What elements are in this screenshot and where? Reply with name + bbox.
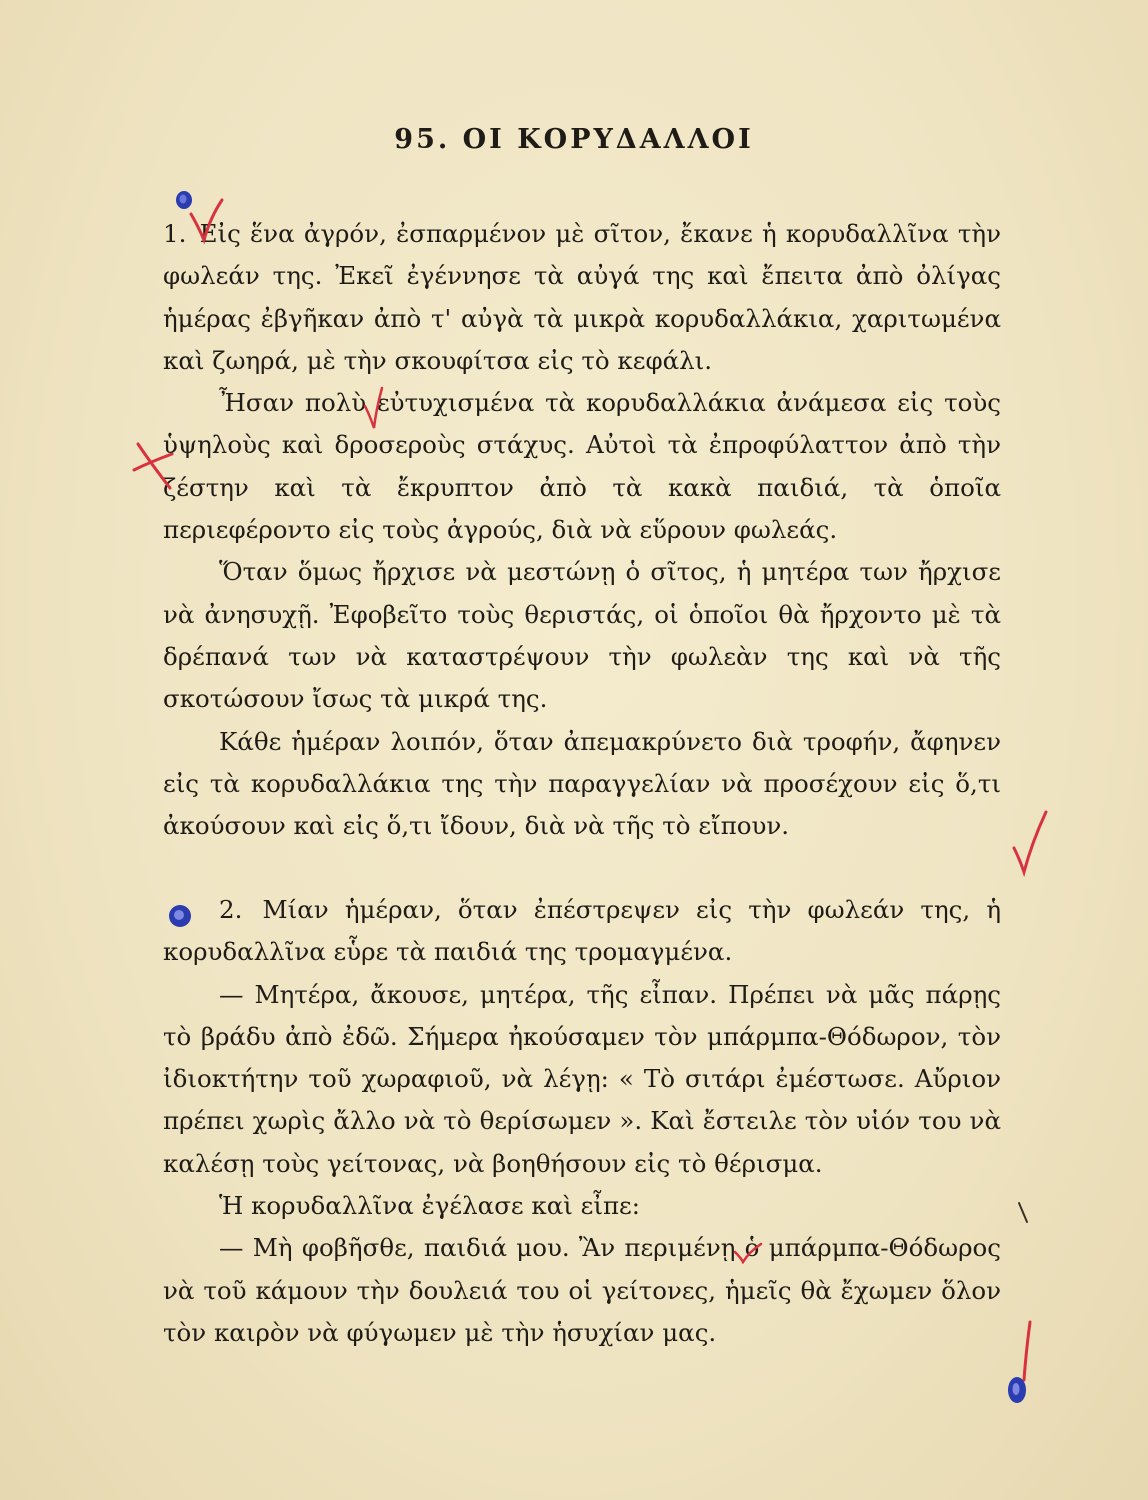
pencil-stray-mark-icon [1016,1200,1030,1226]
section-2-paragraph-4: — Μὴ φοβῆσθε, παιδιά μου. Ἂν περιμένῃ ὁ μπάρμπα-Θόδωρος νὰ τοῦ κάμουν τὴν δουλειά του οἱ γείτονες, ἡμεῖς θὰ ἔχωμεν ὅλον τὸν καιρὸν νὰ φύγωμεν μὲ τὴν ἡσυχίαν μας. [163,1233,1001,1347]
section-1-paragraph-4: Κάθε ἡμέραν λοιπόν, ὅταν ἀπεμακρύνετο διὰ τροφήν, ἄφηνεν εἰς τὰ κορυδαλλάκια της τὴν παραγγελίαν νὰ προσέχουν εἰς ὅ,τι ἀκούσουν καὶ εἰς ὅ,τι ἴδουν, διὰ νὰ τῆς τὸ εἴπουν. [163,726,1001,841]
blue-pencil-dot-icon [172,188,196,212]
blue-pencil-dot-icon [1004,1372,1030,1408]
section-1-paragraph-1-text: Εἰς ἕνα ἀγρόν, ἐσπαρμένον μὲ σῖτον, ἔκανε ἡ κορυδαλλῖνα τὴν φωλεάν της. Ἐκεῖ ἐγέννησε τὰ αὐγά της καὶ ἔπειτα ἀπὸ ὀλίγας ἡμέρας ἐβγῆκαν ἀπὸ τ' αὐγὰ τὰ μικρὰ κορυδαλλάκια, χαριτωμένα καὶ ζωηρά, μὲ τὴν σκουφίτσα εἰς τὸ κεφάλι. [163,219,1001,375]
red-pencil-stroke-icon [1016,1318,1036,1384]
section-2-paragraph-2: — Μητέρα, ἄκουσε, μητέρα, τῆς εἶπαν. Πρέπει νὰ μᾶς πάρῃς τὸ βράδυ ἀπὸ ἐδῶ. Σήμερα ἠκούσαμεν τὸν μπάρμπα-Θόδωρον, τὸν ἰδιοκτήτην τοῦ χωραφιοῦ, νὰ λέγῃ: « Τὸ σιτάρι ἐμέστωσε. Αὔριον πρέπει χωρὶς ἄλλο νὰ τὸ θερίσωμεν ». Καὶ ἔστειλε τὸν υἱόν του νὰ καλέσῃ τοὺς γείτονας, νὰ βοηθήσουν εἰς τὸ θέρισμα. [163,979,1001,1178]
section-2-paragraph-1 [163,889,1001,974]
section-1-paragraph-2: Ἦσαν πολὺ εὐτυχισμένα τὰ κορυδαλλάκια ἀνάμεσα εἰς τοὺς ὑψηλοὺς καὶ δροσεροὺς στάχυς. Αὐτοὶ τὰ ἐπροφύλαττον ἀπὸ τὴν ζέστην καὶ τὰ ἔκρυπτον ἀπὸ τὰ κακὰ παιδιά, τὰ ὁποῖα περιεφέροντο εἰς τοὺς ἀγρούς, διὰ νὰ εὕρουν φωλεάς. [163,388,1001,545]
section-1-number: 1. [163,219,187,248]
section-2-paragraph-1-text: Μίαν ἡμέραν, ὅταν ἐπέστρεψεν εἰς τὴν φωλεάν της, ἡ κορυδαλλῖνα εὗρε τὰ παιδιά της τρομαγμένα. [163,895,1001,967]
section-1-paragraph-3: Ὅταν ὅμως ἤρχισε νὰ μεστώνῃ ὁ σῖτος, ἡ μητέρα των ἤρχισε νὰ ἀνησυχῇ. Ἐφοβεῖτο τοὺς θεριστάς, οἱ ὁποῖοι θὰ ἤρχοντο μὲ τὰ δρέπανά των νὰ καταστρέψουν τὴν φωλεὰν της καὶ νὰ τῆς σκοτώσουν ἴσως τὰ μικρά της. [163,557,1001,714]
red-check-mark-icon [1010,808,1052,878]
page-title: 95. ΟΙ ΚΟΡΥΔΑΛΛΟΙ [394,124,754,155]
section-2-number: 2. [219,895,243,924]
section-2-paragraph-3: Ἡ κορυδαλλῖνα ἐγέλασε καὶ εἶπε: [219,1191,640,1221]
section-1 [163,213,1001,847]
section-2 [163,889,1001,1354]
section-1-paragraph-1 [163,213,1001,382]
